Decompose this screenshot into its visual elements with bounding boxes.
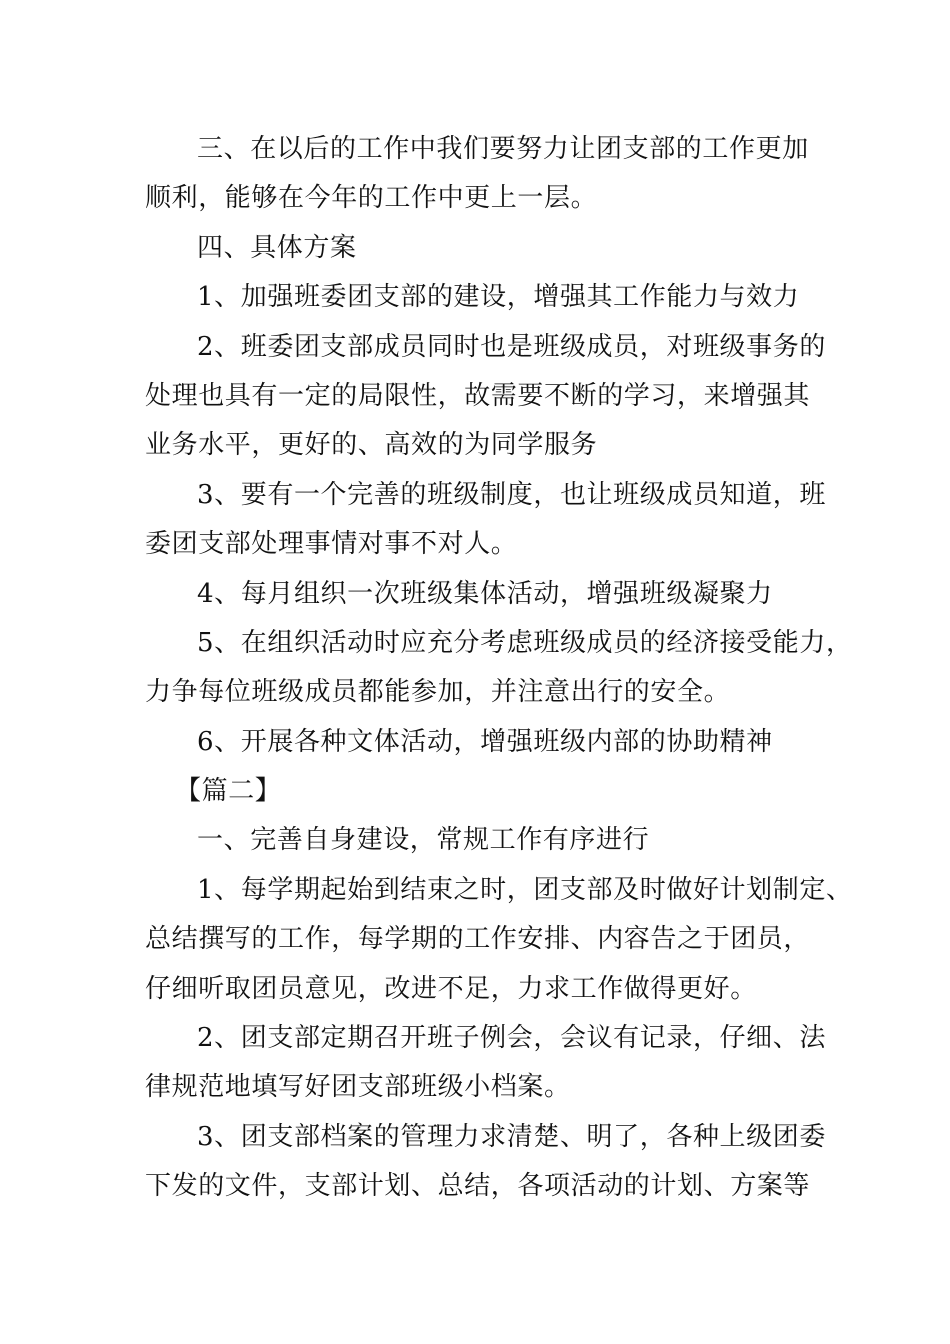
paragraph-line: 3、要有一个完善的班级制度，也让班级成员知道，班 [197, 479, 826, 510]
section-title: 【篇二】 [175, 776, 282, 807]
paragraph-line: 力争每位班级成员都能参加，并注意出行的安全。 [145, 677, 731, 708]
paragraph-line: 处理也具有一定的局限性，故需要不断的学习，来增强其 [145, 380, 811, 411]
document-body [145, 125, 853, 1212]
section-heading: 一、完善自身建设，常规工作有序进行 [197, 825, 650, 856]
paragraph-line: 5、在组织活动时应充分考虑班级成员的经济接受能力， [197, 627, 853, 658]
paragraph-line: 4、每月组织一次班级集体活动，增强班级凝聚力 [197, 578, 773, 609]
paragraph-line: 1、加强班委团支部的建设，增强其工作能力与效力 [197, 282, 800, 313]
paragraph-line: 3、团支部档案的管理力求清楚、明了，各种上级团委 [197, 1121, 826, 1152]
paragraph-line: 总结撰写的工作，每学期的工作安排、内容告之于团员， [145, 924, 811, 955]
paragraph-line: 1、每学期起始到结束之时，团支部及时做好计划制定、 [197, 874, 853, 905]
paragraph-line: 业务水平，更好的、高效的为同学服务 [145, 430, 598, 461]
paragraph-line: 6、开展各种文体活动，增强班级内部的协助精神 [197, 726, 773, 757]
paragraph-line: 仔细听取团员意见，改进不足，力求工作做得更好。 [145, 973, 757, 1004]
paragraph-line: 律规范地填写好团支部班级小档案。 [145, 1072, 571, 1103]
paragraph-line: 顺利，能够在今年的工作中更上一层。 [145, 183, 598, 214]
paragraph-line: 2、团支部定期召开班子例会，会议有记录，仔细、法 [197, 1023, 826, 1054]
paragraph-line: 2、班委团支部成员同时也是班级成员，对班级事务的 [197, 331, 826, 362]
section-heading: 四、具体方案 [197, 232, 357, 263]
paragraph-line: 三、在以后的工作中我们要努力让团支部的工作更加 [197, 134, 809, 164]
paragraph-line: 下发的文件，支部计划、总结，各项活动的计划、方案等 [145, 1171, 811, 1202]
paragraph-line: 委团支部处理事情对事不对人。 [145, 529, 518, 560]
